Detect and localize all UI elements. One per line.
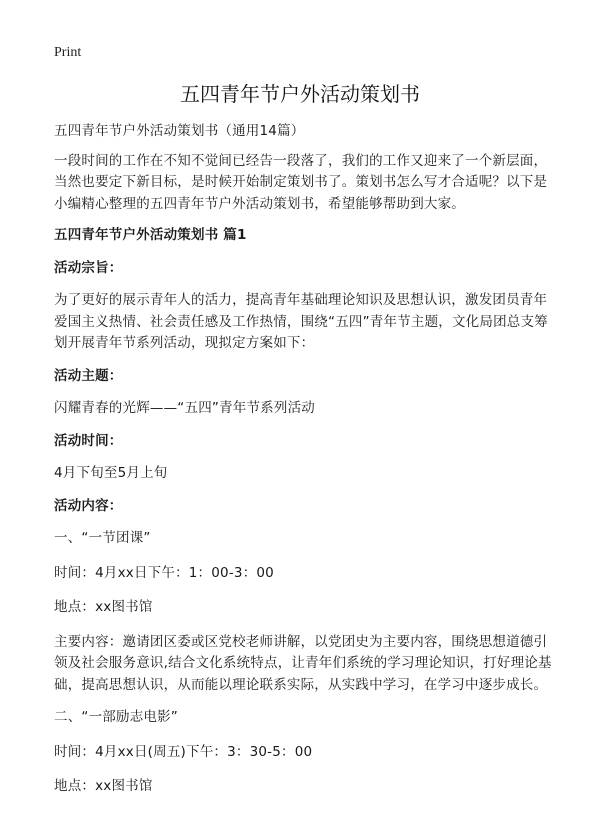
theme-heading: 活动主题：	[54, 367, 123, 384]
item2-time: 时间：4月xx日(周五)下午：3：30-5：00	[54, 743, 313, 760]
print-link[interactable]: Print	[54, 45, 82, 60]
content-heading: 活动内容：	[54, 497, 123, 514]
time-heading: 活动时间：	[54, 432, 123, 449]
section-title: 五四青年节户外活动策划书 篇1	[54, 227, 247, 243]
item1-place: 地点：xx图书馆	[54, 599, 153, 615]
item2-title: 二、“一部励志电影”	[54, 709, 178, 725]
document-body	[54, 121, 554, 811]
purpose-heading: 活动宗旨：	[54, 259, 123, 276]
theme-paragraph: 闪耀青春的光辉——“五四”青年节系列活动	[54, 400, 315, 416]
item1-content: 主要内容：邀请团区委或区党校老师讲解，以党团史为主要内容，围绕思想道德引领及社会服务意识,结合文化系统特点，让青年们系统的学习理论知识，打好理论基础，提高思想认识，从而能以理论联系实际，从实践中学习，在学习中逐步成长。	[54, 633, 552, 693]
purpose-paragraph: 为了更好的展示青年人的活力，提高青年基础理论知识及思想认识，激发团员青年爱国主义热情、社会责任感及工作热情，围绕“五四”青年节主题，文化局团总支筹划开展青年节系列活动，现拟定方案如下：	[54, 292, 548, 351]
time-paragraph: 4月下旬至5月上旬	[54, 465, 168, 481]
document-title: 五四青年节户外活动策划书	[180, 82, 420, 106]
intro-paragraph: 一段时间的工作在不知不觉间已经告一段落了，我们的工作又迎来了一个新层面，当然也要定下新目标，是时候开始制定策划书了。策划书怎么写才合适呢？以下是小编精心整理的五四青年节户外活动策划书，希望能够帮助到大家。	[54, 152, 548, 212]
document-subtitle: 五四青年节户外活动策划书（通用14篇）	[54, 123, 305, 139]
item1-time: 时间：4月xx日下午：1：00-3：00	[54, 564, 274, 581]
item1-title: 一、“一节团课”	[54, 530, 151, 546]
item2-place: 地点：xx图书馆	[54, 778, 153, 794]
